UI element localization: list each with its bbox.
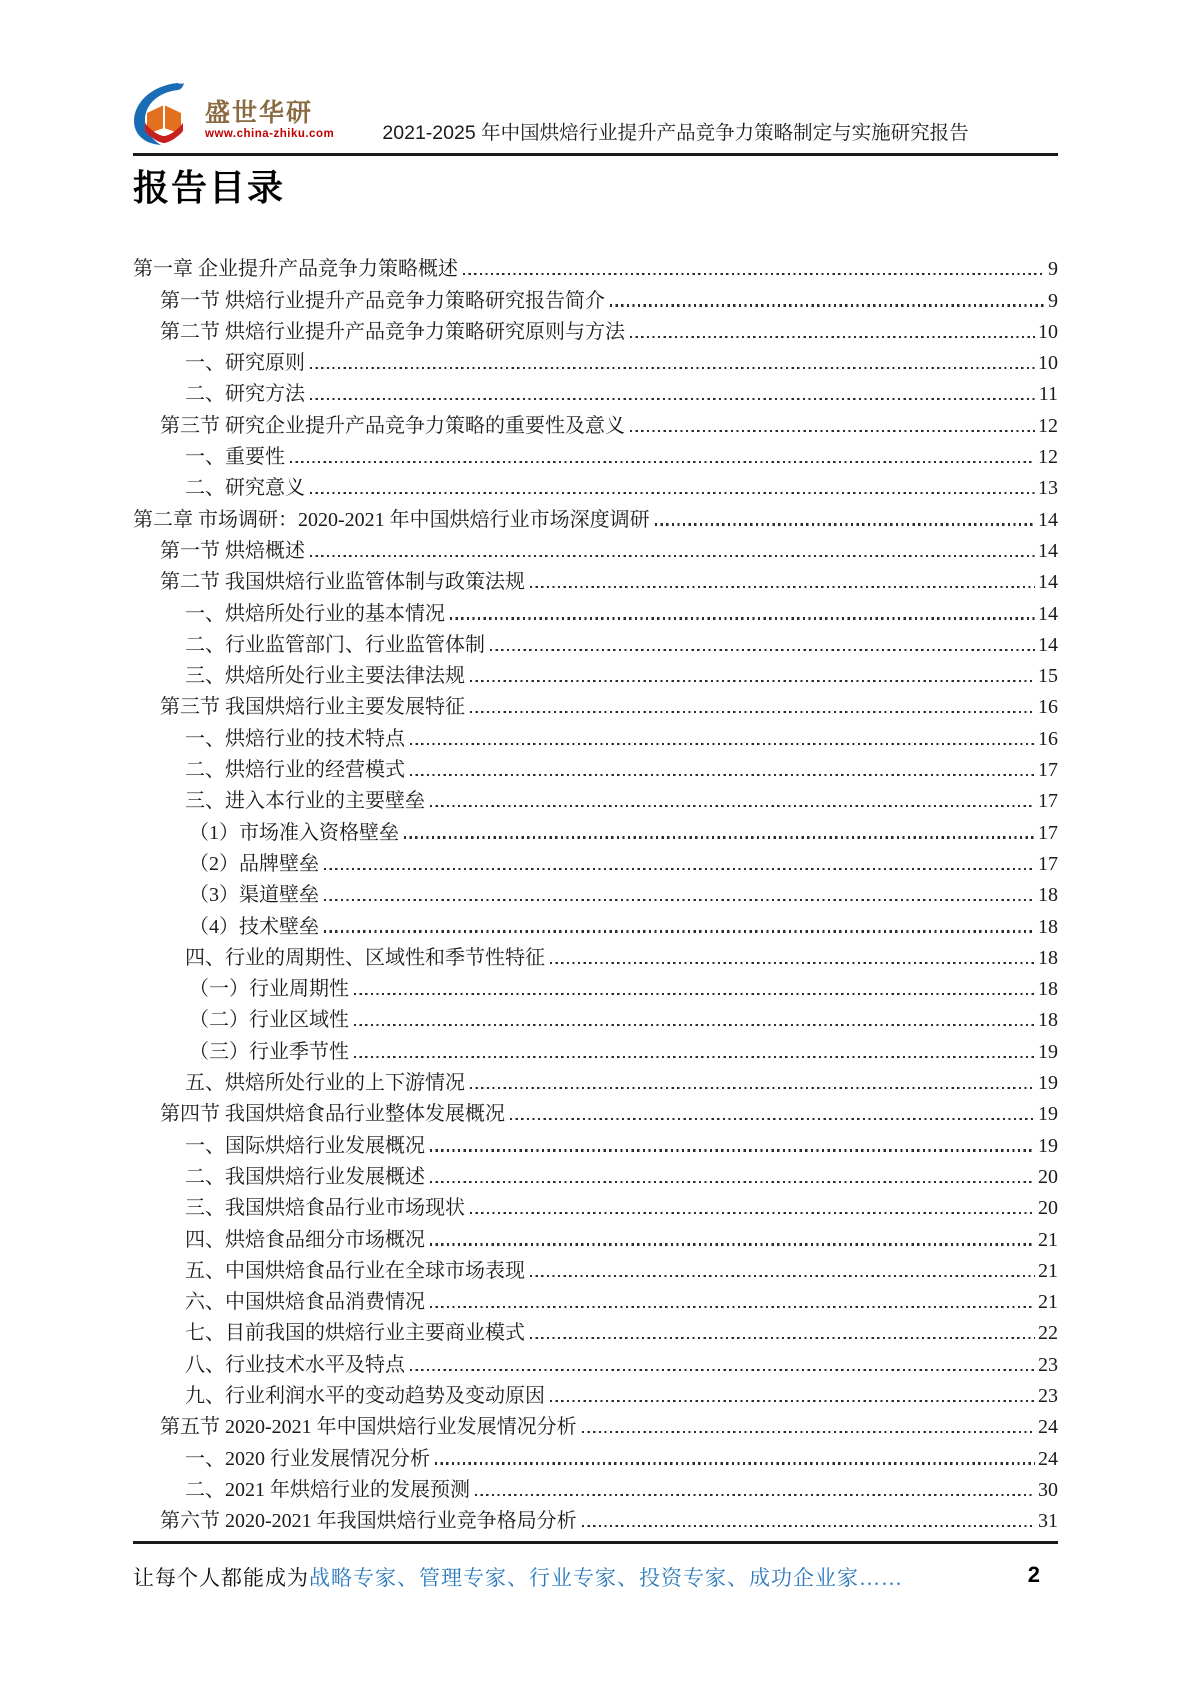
toc-page-number: 20 xyxy=(1038,1165,1058,1188)
toc-entry-label: 二、研究意义 xyxy=(185,477,305,500)
toc-page-number: 9 xyxy=(1048,289,1058,312)
toc-dot-leader xyxy=(630,336,1035,338)
toc-page-number: 18 xyxy=(1038,884,1058,907)
toc-dot-leader xyxy=(310,367,1035,369)
toc-row xyxy=(133,970,1058,1001)
toc-dot-leader xyxy=(463,273,1045,275)
toc-row xyxy=(133,1189,1058,1220)
toc-dot-leader xyxy=(404,836,1035,838)
toc-entry-label: （2）品牌壁垒 xyxy=(189,852,319,875)
toc-dot-leader xyxy=(550,962,1035,964)
toc-page-number: 9 xyxy=(1048,258,1058,281)
toc-dot-leader xyxy=(582,1525,1035,1527)
toc-entry-label: 第一节 烘焙行业提升产品竞争力策略研究报告简介 xyxy=(160,289,605,312)
toc-row xyxy=(133,1095,1058,1126)
toc-dot-leader xyxy=(470,1212,1035,1214)
toc-dot-leader xyxy=(310,555,1035,557)
toc-entry-label: 七、目前我国的烘焙行业主要商业模式 xyxy=(185,1322,525,1345)
toc-row xyxy=(133,281,1058,312)
toc-page-number: 14 xyxy=(1038,633,1058,656)
toc-dot-leader xyxy=(310,492,1035,494)
toc-entry-label: 四、烘焙食品细分市场概况 xyxy=(185,1228,425,1251)
toc-dot-leader xyxy=(324,868,1035,870)
page-number: 2 xyxy=(1027,1562,1040,1587)
toc-page-number: 16 xyxy=(1038,696,1058,719)
toc-page-number: 18 xyxy=(1038,946,1058,969)
toc-row xyxy=(133,1345,1058,1376)
toc-dot-leader xyxy=(610,304,1045,306)
toc-page-number: 22 xyxy=(1038,1322,1058,1345)
toc-page-number: 12 xyxy=(1038,414,1058,437)
toc-page-number: 21 xyxy=(1038,1228,1058,1251)
toc-dot-leader xyxy=(354,1024,1035,1026)
toc-row xyxy=(133,344,1058,375)
toc-page-number: 10 xyxy=(1038,320,1058,343)
company-logo-icon xyxy=(133,83,199,145)
toc-page-number: 19 xyxy=(1038,1040,1058,1063)
toc-dot-leader xyxy=(470,1087,1035,1089)
toc-entry-label: 一、烘焙行业的技术特点 xyxy=(185,727,405,750)
toc-entry-label: 四、行业的周期性、区域性和季节性特征 xyxy=(185,946,545,969)
toc-dot-leader xyxy=(530,586,1035,588)
toc-entry-label: 第二节 烘焙行业提升产品竞争力策略研究原则与方法 xyxy=(160,320,625,343)
toc-page-number: 20 xyxy=(1038,1197,1058,1220)
toc-row xyxy=(133,782,1058,813)
toc-row xyxy=(133,813,1058,844)
toc-row xyxy=(133,688,1058,719)
toc-row xyxy=(133,626,1058,657)
toc-page-number: 18 xyxy=(1038,1009,1058,1032)
toc-page-number: 19 xyxy=(1038,1134,1058,1157)
toc-page-number: 15 xyxy=(1038,665,1058,688)
toc-row xyxy=(133,469,1058,500)
toc-page-number: 14 xyxy=(1038,571,1058,594)
toc-page-number: 14 xyxy=(1038,539,1058,562)
toc-dot-leader xyxy=(475,1494,1035,1496)
toc-entry-label: 九、行业利润水平的变动趋势及变动原因 xyxy=(185,1384,545,1407)
toc-dot-leader xyxy=(290,461,1035,463)
toc-entry-label: 第二节 我国烘焙行业监管体制与政策法规 xyxy=(160,571,525,594)
toc-row xyxy=(133,594,1058,625)
toc-dot-leader xyxy=(430,1149,1035,1151)
toc-entry-label: 三、烘焙所处行业主要法律法规 xyxy=(185,665,465,688)
toc-page-number: 31 xyxy=(1038,1510,1058,1533)
toc-entry-label: 一、2020 行业发展情况分析 xyxy=(185,1447,430,1470)
toc-page-number: 10 xyxy=(1038,352,1058,375)
toc-entry-label: 一、烘焙所处行业的基本情况 xyxy=(185,602,445,625)
toc-dot-leader xyxy=(530,1337,1035,1339)
toc-row xyxy=(133,532,1058,563)
toc-page-number: 18 xyxy=(1038,915,1058,938)
toc-page-number: 19 xyxy=(1038,1072,1058,1095)
toc-row xyxy=(133,1158,1058,1189)
toc-page-number: 14 xyxy=(1038,508,1058,531)
toc-entry-label: （三）行业季节性 xyxy=(189,1040,349,1063)
toc-row xyxy=(133,406,1058,437)
toc-page-number: 21 xyxy=(1038,1259,1058,1282)
toc-row xyxy=(133,1126,1058,1157)
toc-entry-label: 第四节 我国烘焙食品行业整体发展概况 xyxy=(160,1103,505,1126)
toc-row xyxy=(133,1032,1058,1063)
toc-row xyxy=(133,1377,1058,1408)
toc-entry-label: 第五节 2020-2021 年中国烘焙行业发展情况分析 xyxy=(160,1416,577,1439)
toc-row xyxy=(133,751,1058,782)
toc-entry-label: （1）市场准入资格壁垒 xyxy=(189,821,399,844)
toc-page-number: 11 xyxy=(1038,383,1058,406)
toc-entry-label: 第三节 我国烘焙行业主要发展特征 xyxy=(160,696,465,719)
toc-row xyxy=(133,1001,1058,1032)
toc-page-number: 12 xyxy=(1038,446,1058,469)
toc-entry-label: 第二章 市场调研：2020-2021 年中国烘焙行业市场深度调研 xyxy=(133,508,650,531)
toc-entry-label: 五、中国烘焙食品行业在全球市场表现 xyxy=(185,1259,525,1282)
toc-entry-label: 一、研究原则 xyxy=(185,352,305,375)
toc-row xyxy=(133,375,1058,406)
toc-dot-leader xyxy=(630,430,1035,432)
toc-dot-leader xyxy=(490,649,1035,651)
toc-page-number: 18 xyxy=(1038,978,1058,1001)
toc-entry-label: 二、烘焙行业的经营模式 xyxy=(185,759,405,782)
toc-dot-leader xyxy=(354,993,1035,995)
toc-dot-leader xyxy=(430,1243,1035,1245)
toc-dot-leader xyxy=(430,1306,1035,1308)
toc-dot-leader xyxy=(550,1400,1035,1402)
footer-slogan-highlight: 战略专家、管理专家、行业专家、投资专家、成功企业家…… xyxy=(309,1566,903,1590)
toc-row xyxy=(133,657,1058,688)
toc-page-number: 17 xyxy=(1038,852,1058,875)
toc-entry-label: 三、进入本行业的主要壁垒 xyxy=(185,790,425,813)
toc-list xyxy=(133,250,1058,1533)
toc-dot-leader xyxy=(430,1181,1035,1183)
toc-entry-label: 二、行业监管部门、行业监管体制 xyxy=(185,633,485,656)
toc-dot-leader xyxy=(324,930,1035,932)
toc-dot-leader xyxy=(410,774,1035,776)
toc-entry-label: 第一章 企业提升产品竞争力策略概述 xyxy=(133,258,458,281)
toc-dot-leader xyxy=(450,617,1035,619)
toc-entry-label: 一、国际烘焙行业发展概况 xyxy=(185,1134,425,1157)
toc-page-number: 23 xyxy=(1038,1384,1058,1407)
toc-row xyxy=(133,1471,1058,1502)
toc-row xyxy=(133,500,1058,531)
toc-page-number: 13 xyxy=(1038,477,1058,500)
brand-website: www.china-zhiku.com xyxy=(205,128,335,140)
toc-row xyxy=(133,876,1058,907)
toc-entry-label: 二、我国烘焙行业发展概述 xyxy=(185,1165,425,1188)
toc-row xyxy=(133,1408,1058,1439)
toc-page-number: 17 xyxy=(1038,759,1058,782)
footer-slogan-prefix: 让每个人都能成为 xyxy=(133,1566,309,1590)
toc-entry-label: 第六节 2020-2021 年我国烘焙行业竞争格局分析 xyxy=(160,1510,577,1533)
toc-row xyxy=(133,250,1058,281)
toc-row xyxy=(133,1439,1058,1470)
toc-page-number: 17 xyxy=(1038,821,1058,844)
toc-dot-leader xyxy=(324,899,1035,901)
toc-row xyxy=(133,1220,1058,1251)
toc-page-number: 17 xyxy=(1038,790,1058,813)
toc-entry-label: （二）行业区域性 xyxy=(189,1009,349,1032)
toc-page-number: 14 xyxy=(1038,602,1058,625)
report-title: 2021-2025 年中国烘焙行业提升产品竞争力策略制定与实施研究报告 xyxy=(382,122,969,144)
footer-slogan xyxy=(133,1562,903,1592)
toc-row xyxy=(133,1064,1058,1095)
toc-page-number: 24 xyxy=(1038,1416,1058,1439)
toc-entry-label: 三、我国烘焙食品行业市场现状 xyxy=(185,1197,465,1220)
toc-entry-label: （4）技术壁垒 xyxy=(189,915,319,938)
toc-page-number: 19 xyxy=(1038,1103,1058,1126)
toc-row xyxy=(133,438,1058,469)
toc-page-number: 16 xyxy=(1038,727,1058,750)
toc-dot-leader xyxy=(410,1369,1035,1371)
toc-entry-label: 第一节 烘焙概述 xyxy=(160,539,305,562)
toc-row xyxy=(133,1283,1058,1314)
toc-dot-leader xyxy=(510,1118,1035,1120)
toc-entry-label: 五、烘焙所处行业的上下游情况 xyxy=(185,1072,465,1095)
toc-entry-label: 二、2021 年烘焙行业的发展预测 xyxy=(185,1478,470,1501)
toc-row xyxy=(133,719,1058,750)
toc-page-number: 24 xyxy=(1038,1447,1058,1470)
toc-entry-label: 二、研究方法 xyxy=(185,383,305,406)
toc-page-number: 21 xyxy=(1038,1291,1058,1314)
toc-dot-leader xyxy=(435,1462,1035,1464)
toc-row xyxy=(133,313,1058,344)
toc-dot-leader xyxy=(430,805,1035,807)
logo-text xyxy=(205,101,334,141)
page-title: 报告目录 xyxy=(133,167,286,208)
toc-entry-label: 八、行业技术水平及特点 xyxy=(185,1353,405,1376)
toc-entry-label: （一）行业周期性 xyxy=(189,978,349,1001)
toc-dot-leader xyxy=(470,711,1035,713)
toc-row xyxy=(133,1314,1058,1345)
toc-row xyxy=(133,1502,1058,1533)
header-divider xyxy=(133,153,1058,156)
toc-page-number: 30 xyxy=(1038,1478,1058,1501)
footer-divider xyxy=(133,1541,1058,1544)
toc-row xyxy=(133,563,1058,594)
toc-row xyxy=(133,939,1058,970)
toc-row xyxy=(133,845,1058,876)
brand-name: 盛世华研 xyxy=(205,99,314,127)
toc-page-number: 23 xyxy=(1038,1353,1058,1376)
toc-dot-leader xyxy=(530,1275,1035,1277)
toc-dot-leader xyxy=(310,398,1036,400)
toc-row xyxy=(133,1252,1058,1283)
toc-dot-leader xyxy=(655,523,1035,525)
page-header xyxy=(133,83,1058,147)
toc-row xyxy=(133,907,1058,938)
toc-entry-label: 六、中国烘焙食品消费情况 xyxy=(185,1291,425,1314)
toc-entry-label: （3）渠道壁垒 xyxy=(189,884,319,907)
toc-dot-leader xyxy=(410,743,1035,745)
toc-dot-leader xyxy=(354,1056,1035,1058)
toc-entry-label: 一、重要性 xyxy=(185,446,285,469)
toc-entry-label: 第三节 研究企业提升产品竞争力策略的重要性及意义 xyxy=(160,414,625,437)
toc-dot-leader xyxy=(470,680,1035,682)
toc-dot-leader xyxy=(582,1431,1035,1433)
